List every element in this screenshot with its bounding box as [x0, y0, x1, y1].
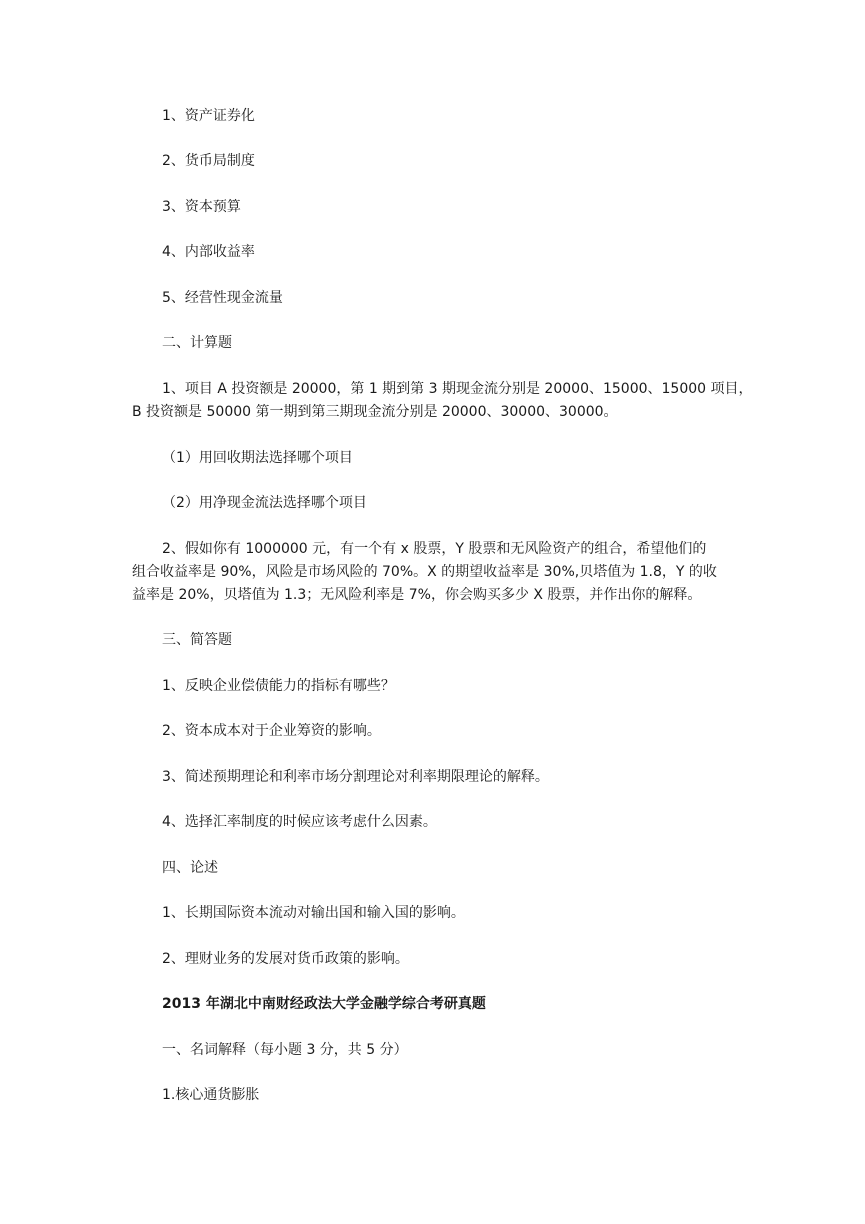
question-2-line-2: 组合收益率是 90%，风险是市场风险的 70%。X 的期望收益率是 30%,贝塔值为 1.8，Y 的收 [132, 564, 717, 580]
question-2-line-3: 益率是 20%，贝塔值为 1.3；无风险利率是 7%，你会购买多少 X 股票，并作出你的解释。 [132, 587, 702, 603]
question-1-sub-2: （2）用净现金流法选择哪个项目 [162, 495, 367, 511]
list-item: 2、资本成本对于企业筹资的影响。 [162, 723, 381, 739]
exam-title: 2013 年湖北中南财经政法大学金融学综合考研真题 [162, 996, 486, 1012]
section-heading: 四、论述 [162, 860, 218, 876]
question-1-line-2: B 投资额是 50000 第一期到第三期现金流分别是 20000、30000、30000。 [132, 404, 618, 420]
list-item: 1、长期国际资本流动对输出国和输入国的影响。 [162, 905, 465, 921]
section-heading: 二、计算题 [162, 335, 232, 351]
list-item: 1.核心通货膨胀 [162, 1087, 260, 1103]
section-heading: 一、名词解释（每小题 3 分，共 5 分） [162, 1042, 408, 1058]
list-item: 1、反映企业偿债能力的指标有哪些？ [162, 678, 395, 694]
question-2-line-1: 2、假如你有 1000000 元，有一个有 x 股票，Y 股票和无风险资产的组合，希望他们的 [162, 541, 707, 557]
term-item: 2、货币局制度 [162, 153, 255, 169]
list-item: 4、选择汇率制度的时候应该考虑什么因素。 [162, 814, 437, 830]
question-1-line-1: 1、项目 A 投资额是 20000，第 1 期到第 3 期现金流分别是 20000、15000、15000 项目， [162, 381, 753, 397]
list-item: 3、简述预期理论和利率市场分割理论对利率期限理论的解释。 [162, 769, 549, 785]
term-item: 5、经营性现金流量 [162, 290, 283, 306]
term-item: 1、资产证券化 [162, 108, 255, 124]
list-item: 2、理财业务的发展对货币政策的影响。 [162, 951, 409, 967]
question-1-sub-1: （1）用回收期法选择哪个项目 [162, 450, 353, 466]
term-item: 4、内部收益率 [162, 244, 255, 260]
term-item: 3、资本预算 [162, 199, 241, 215]
section-heading: 三、简答题 [162, 632, 232, 648]
